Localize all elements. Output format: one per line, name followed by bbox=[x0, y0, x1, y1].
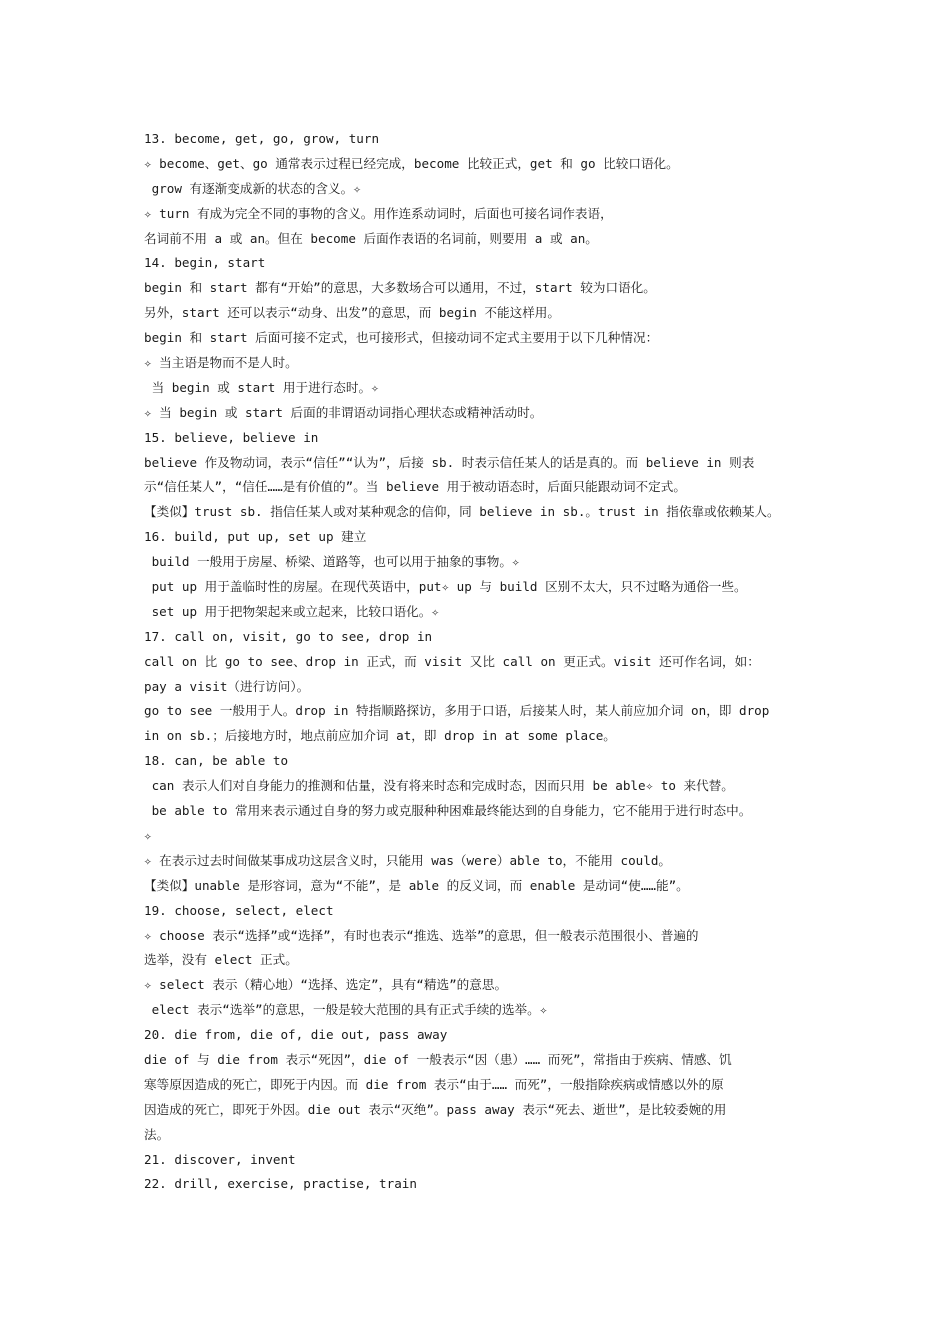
heading-15: 15. believe, believe in bbox=[144, 429, 319, 445]
paragraph-line: ✧ 当 begin 或 start 后面的非谓语动词指心理状态或精神活动时。 bbox=[144, 404, 543, 420]
paragraph-line: call on 比 go to see、drop in 正式，而 visit 又比 call on 更正式。visit 还可作名词，如： bbox=[144, 653, 760, 669]
heading-16: 16. build, put up, set up 建立 bbox=[144, 529, 367, 545]
heading-19: 19. choose, select, elect bbox=[144, 902, 334, 918]
paragraph-line: ✧ choose 表示“选择”或“选择”，有时也表示“推选、选举”的意思，但一般表示范围很小、普遍的 bbox=[144, 927, 699, 943]
paragraph-line: grow 有逐渐变成新的状态的含义。✧ bbox=[144, 180, 361, 196]
paragraph-line: can 表示人们对自身能力的推测和估量，没有将来时态和完成时态，因而只用 be able✧ to 来代替。 bbox=[144, 778, 734, 794]
paragraph-line: elect 表示“选举”的意思，一般是较大范围的具有正式手续的选举。✧ bbox=[144, 1002, 548, 1018]
heading-18: 18. can, be able to bbox=[144, 753, 289, 769]
paragraph-line: ✧ 在表示过去时间做某事成功这层含义时，只能用 was（were）able to，不能用 could。 bbox=[144, 852, 672, 868]
paragraph-line: 名词前不用 a 或 an。但在 become 后面作表语的名词前，则要用 a 或 an。 bbox=[144, 230, 598, 246]
paragraph-line: 【类似】trust sb. 指信任某人或对某种观念的信仰，同 believe in sb.。trust in 指依靠或依赖某人。 bbox=[144, 504, 780, 520]
paragraph-line: go to see 一般用于人。drop in 特指顺路探访，多用于口语，后接某人时，某人前应加介词 on，即 drop bbox=[144, 703, 770, 719]
paragraph-line: 选举，没有 elect 正式。 bbox=[144, 952, 298, 968]
heading-21: 21. discover, invent bbox=[144, 1151, 296, 1167]
paragraph-line: ✧ turn 有成为完全不同的事物的含义。用作连系动词时，后面也可接名词作表语， bbox=[144, 205, 613, 221]
paragraph-line: pay a visit（进行访问）。 bbox=[144, 678, 310, 694]
paragraph-line: 寒等原因造成的死亡，即死于内因。而 die from 表示“由于…… 而死”，一般指除疾病或情感以外的原 bbox=[144, 1076, 724, 1092]
paragraph-line: put up 用于盖临时性的房屋。在现代英语中，put✧ up 与 build 区别不太大，只不过略为通俗一些。 bbox=[144, 579, 747, 595]
heading-20: 20. die from, die of, die out, pass away bbox=[144, 1027, 448, 1043]
heading-22: 22. drill, exercise, practise, train bbox=[144, 1176, 417, 1192]
paragraph-line: ✧ select 表示（精心地）“选择、选定”，具有“精选”的意思。 bbox=[144, 977, 508, 993]
paragraph-line: begin 和 start 后面可接不定式，也可接形式，但接动词不定式主要用于以下几种情况： bbox=[144, 330, 659, 346]
paragraph-line: 当 begin 或 start 用于进行态时。✧ bbox=[144, 379, 379, 395]
paragraph-line: build 一般用于房屋、桥梁、道路等，也可以用于抽象的事物。✧ bbox=[144, 554, 520, 570]
paragraph-line: set up 用于把物架起来或立起来，比较口语化。✧ bbox=[144, 603, 439, 619]
paragraph-line: die of 与 die from 表示“死因”，die of 一般表示“因（患）…… 而死”，常指由于疾病、情感、饥 bbox=[144, 1051, 732, 1067]
heading-17: 17. call on, visit, go to see, drop in bbox=[144, 628, 433, 644]
paragraph-line: ✧ 当主语是物而不是人时。 bbox=[144, 355, 298, 371]
paragraph-line: 示“信任某人”，“信任……是有价值的”。当 believe 用于被动语态时，后面只能跟动词不定式。 bbox=[144, 479, 686, 495]
paragraph-line: in on sb.；后接地方时，地点前应加介词 at，即 drop in at some place。 bbox=[144, 728, 616, 744]
paragraph-line: ✧ become、get、go 通常表示过程已经完成，become 比较正式，get 和 go 比较口语化。 bbox=[144, 155, 679, 171]
paragraph-line: 法。 bbox=[144, 1126, 170, 1142]
paragraph-line: ✧ bbox=[144, 827, 152, 843]
paragraph-line: believe 作及物动词，表示“信任”“认为”，后接 sb. 时表示信任某人的话是真的。而 believe in 则表 bbox=[144, 454, 755, 470]
paragraph-line: be able to 常用来表示通过自身的努力或克服种种困难最终能达到的自身能力，它不能用于进行时态中。 bbox=[144, 803, 752, 819]
paragraph-line: 因造成的死亡，即死于外因。die out 表示“灭绝”。pass away 表示“死去、逝世”，是比较委婉的用 bbox=[144, 1101, 727, 1117]
heading-13: 13. become, get, go, grow, turn bbox=[144, 131, 380, 146]
paragraph-line: 另外，start 还可以表示“动身、出发”的意思，而 begin 不能这样用。 bbox=[144, 305, 560, 321]
paragraph-line: 【类似】unable 是形容词，意为“不能”，是 able 的反义词，而 enable 是动词“使……能”。 bbox=[144, 877, 689, 893]
document-body bbox=[144, 127, 824, 1197]
paragraph-line: begin 和 start 都有“开始”的意思，大多数场合可以通用，不过，start 较为口语化。 bbox=[144, 280, 656, 296]
heading-14: 14. begin, start bbox=[144, 255, 266, 271]
